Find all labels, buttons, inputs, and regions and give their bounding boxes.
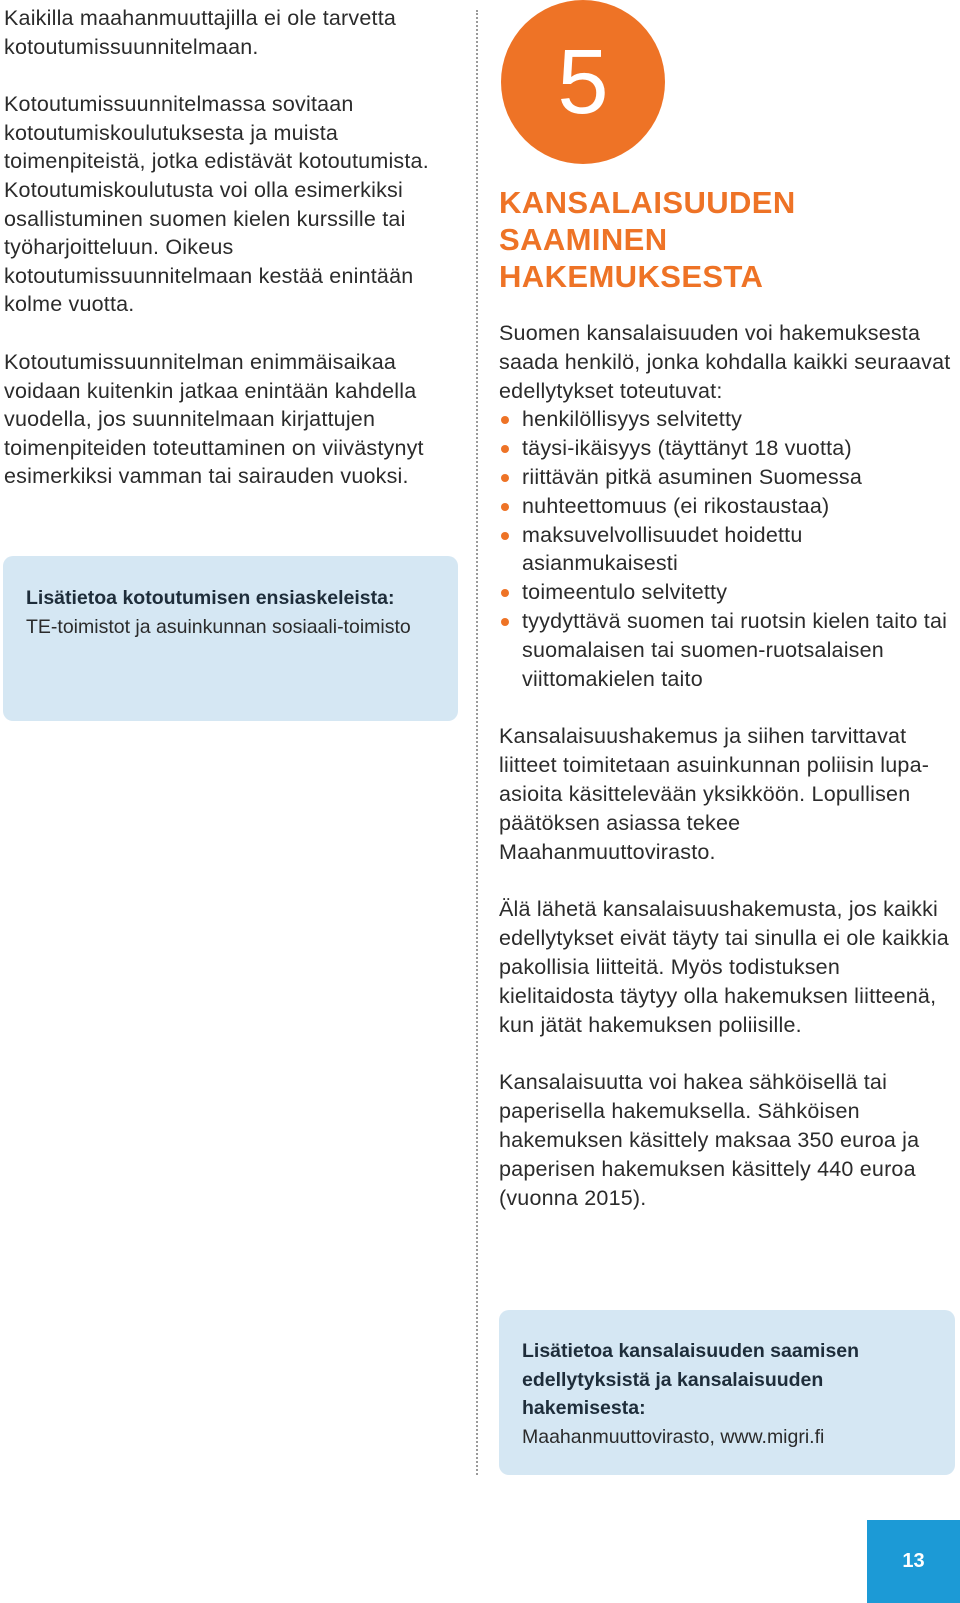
right-column bbox=[499, 0, 955, 1241]
column-divider bbox=[476, 10, 478, 1475]
list-item: tyydyttävä suomen tai ruotsin kielen taito tai suomalaisen tai suomen-ruotsalaisen viittomakielen taito bbox=[499, 607, 955, 693]
paragraph-citizenship-intro: Suomen kansalaisuuden voi hakemuksesta saada henkilö, jonka kohdalla kaikki seuraavat edellytykset toteutuvat: bbox=[499, 321, 951, 403]
info-box-text: TE-toimistot ja asuinkunnan sosiaali-toimisto bbox=[26, 615, 411, 638]
list-item: nuhteettomuus (ei rikostaustaa) bbox=[499, 492, 955, 521]
page-number: 13 bbox=[867, 1520, 960, 1603]
list-item: riittävän pitkä asuminen Suomessa bbox=[499, 463, 955, 492]
list-item: toimeentulo selvitetty bbox=[499, 578, 955, 607]
paragraph-application-warning: Älä lähetä kansalaisuushakemusta, jos kaikki edellytykset eivät täyty tai sinulla ei ole kaikkia pakollisia liitteitä. Myös todistuksen kielitaidosta täytyy olla hakemuksen liitteenä, kun jätät hakemuksen poliisille. bbox=[499, 897, 949, 1037]
section-title-line: HAKEMUKSESTA bbox=[499, 259, 764, 294]
section-number-badge: 5 bbox=[501, 0, 665, 164]
paragraph-application-fees: Kansalaisuutta voi hakea sähköisellä tai paperisella hakemuksella. Sähköisen hakemuksen käsittely maksaa 350 euroa ja paperisen hakemuksen käsittely 440 euroa (vuonna 2015). bbox=[499, 1070, 920, 1210]
info-box-title: Lisätietoa kansalaisuuden saamisen edellytyksistä ja kansalaisuuden hakemisesta: bbox=[522, 1340, 860, 1420]
criteria-list bbox=[499, 405, 955, 693]
list-item: täysi-ikäisyys (täyttänyt 18 vuotta) bbox=[499, 434, 955, 463]
paragraph-integration-plan: Kotoutumissuunnitelmassa sovitaan kotoutumiskoulutuksesta ja muista toimenpiteistä, jotka edistävät kotoutumista. Kotoutumiskoulutusta voi olla esimerkiksi osallistuminen suomen kielen kurssille tai työharjoitteluun. Oikeus kotoutumissuunnitelmaan kestää enintään kolme vuotta. bbox=[4, 92, 429, 317]
section-title-line: SAAMINEN bbox=[499, 222, 668, 257]
info-box-title: Lisätietoa kotoutumisen ensiaskeleista: bbox=[26, 587, 395, 609]
section-title bbox=[499, 184, 955, 295]
left-column bbox=[4, 4, 459, 520]
info-box-citizenship bbox=[499, 1310, 955, 1475]
section-title-line: KANSALAISUUDEN bbox=[499, 185, 796, 220]
list-item: henkilöllisyys selvitetty bbox=[499, 405, 955, 434]
paragraph-intro: Kaikilla maahanmuuttajilla ei ole tarvetta kotoutumissuunnitelmaan. bbox=[4, 6, 397, 59]
list-item: maksuvelvollisuudet hoidettu asianmukaisesti bbox=[499, 521, 955, 579]
info-box-text: Maahanmuuttovirasto, www.migri.fi bbox=[522, 1425, 825, 1448]
info-box-integration bbox=[3, 556, 458, 721]
paragraph-plan-extension: Kotoutumissuunnitelman enimmäisaikaa voidaan kuitenkin jatkaa enintään kahdella vuodella, jos suunnitelmaan kirjattujen toimenpiteiden toteuttaminen on viivästynyt esimerkiksi vamman tai sairauden vuoksi. bbox=[4, 349, 424, 489]
paragraph-application-submission: Kansalaisuushakemus ja siihen tarvittavat liitteet toimitetaan asuinkunnan poliisin lupa-asioita käsittelevään yksikköön. Lopullisen päätöksen asiassa tekee Maahanmuuttovirasto. bbox=[499, 724, 930, 864]
